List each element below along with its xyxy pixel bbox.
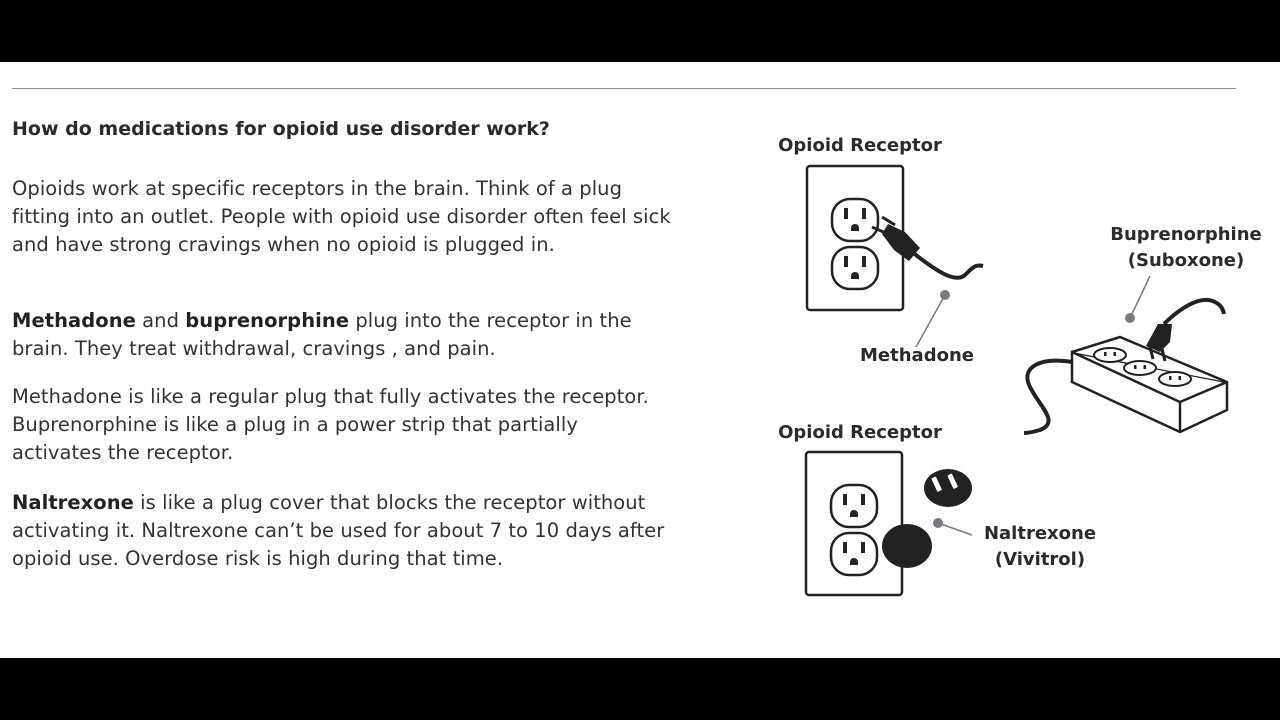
- naltrexone-pointer: [933, 518, 972, 535]
- outlet-bottom-icon: [806, 452, 902, 595]
- paragraph-methadone-buprenorphine: Methadone and buprenorphine plug into the receptor in the brain. They treat withdrawal, cravings , and pain.: [12, 309, 632, 360]
- methadone-label: Methadone: [860, 345, 974, 366]
- methadone-term: Methadone: [12, 309, 136, 332]
- paragraph-opioid-receptors: Opioids work at specific receptors in the brain. Think of a plug fitting into an outlet. People with opioid use disorder often feel sick and have strong cravings when no opioid is plugged in.: [12, 177, 671, 256]
- buprenorphine-pointer: [1125, 276, 1150, 323]
- plug-cover-top-icon: [924, 469, 972, 507]
- power-strip-icon: [1024, 337, 1227, 433]
- naltrexone-label: Naltrexone (Vivitrol): [983, 523, 1097, 570]
- naltrexone-term: Naltrexone: [12, 491, 134, 514]
- buprenorphine-label: Buprenorphine (Suboxone): [1110, 224, 1262, 271]
- receptor-bottom-label: Opioid Receptor: [778, 422, 942, 443]
- receptor-top-label: Opioid Receptor: [778, 135, 942, 156]
- plug-cover-bottom-icon: [882, 524, 932, 568]
- buprenorphine-term: buprenorphine: [185, 309, 350, 332]
- section-heading: How do medications for opioid use disorder work?: [12, 118, 550, 140]
- info-sheet: [0, 62, 1280, 658]
- paragraph-plug-comparison: Methadone is like a regular plug that fully activates the receptor. Buprenorphine is like a plug in a power strip that partially activates the receptor.: [12, 385, 649, 464]
- paragraph-naltrexone: Naltrexone is like a plug cover that blocks the receptor without activating it. Naltrexone can’t be used for about 7 to 10 days after opioid use. Overdose risk is high during that time.: [12, 491, 665, 570]
- methadone-pointer: [916, 290, 950, 347]
